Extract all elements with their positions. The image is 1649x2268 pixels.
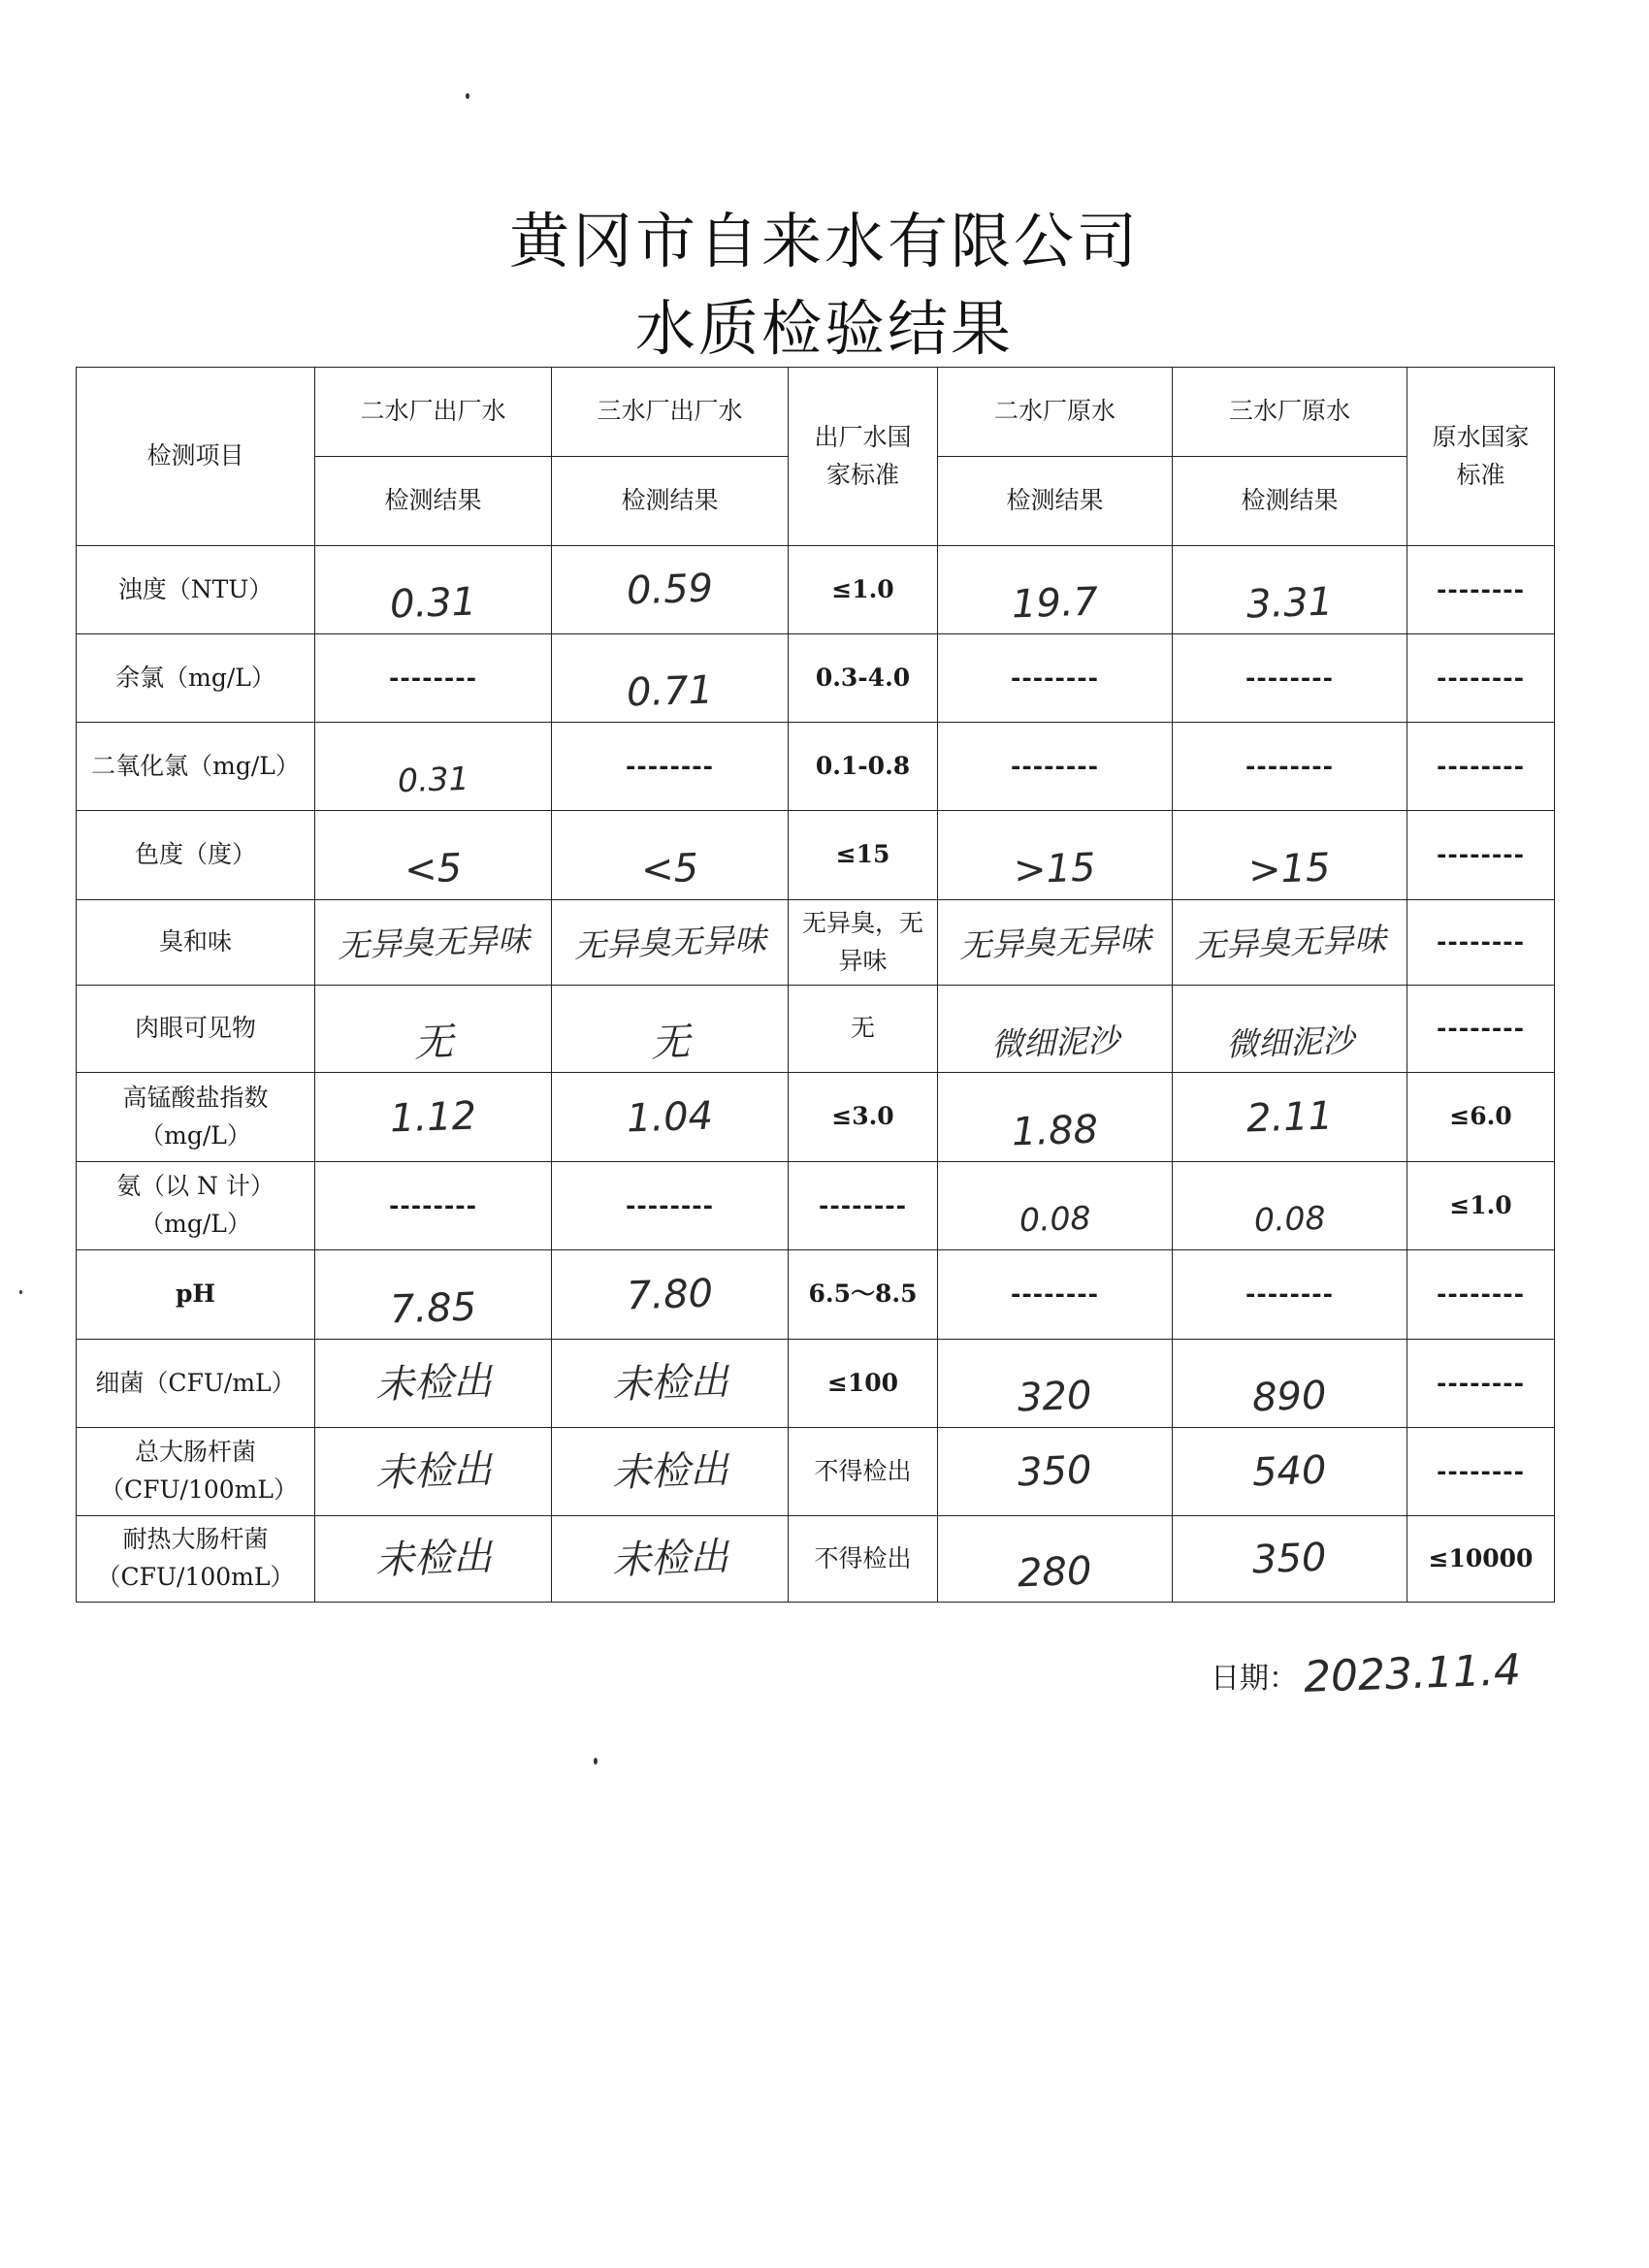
handwritten-value: 1.12 [389, 1092, 477, 1142]
column-header: 三水厂出厂水 [552, 368, 789, 457]
result-cell [552, 634, 789, 723]
standard-cell: -------- [1407, 811, 1555, 900]
result-cell: -------- [315, 1162, 552, 1250]
item-label [77, 1073, 315, 1162]
result-sub-header: 检测结果 [938, 457, 1173, 546]
result-cell [938, 1516, 1173, 1603]
item-label-text: 总大肠杆菌（CFU/100mL） [100, 1438, 298, 1504]
standard-text: 无异臭，无异味 [802, 908, 924, 975]
result-cell [552, 1250, 789, 1340]
table-row [77, 1250, 1555, 1340]
result-cell [938, 546, 1173, 634]
column-header: 三水厂原水 [1173, 368, 1407, 457]
standard-cell: ≤100 [789, 1340, 938, 1428]
handwritten-value: 320 [1017, 1373, 1093, 1421]
handwritten-value: 微细泥沙 [1224, 1021, 1355, 1064]
table-row [77, 1340, 1555, 1428]
result-cell [552, 1340, 789, 1428]
handwritten-value: 未检出 [373, 1446, 493, 1497]
result-cell [938, 1428, 1173, 1516]
result-cell [315, 1340, 552, 1428]
column-header [1407, 368, 1555, 546]
standard-cell: ≤3.0 [789, 1073, 938, 1162]
handwritten-value: 3.31 [1245, 579, 1334, 628]
result-cell: -------- [552, 723, 789, 811]
column-header: 二水厂原水 [938, 368, 1173, 457]
column-header [789, 368, 938, 546]
handwritten-value: 无异臭无异味 [957, 920, 1152, 965]
result-cell: -------- [1173, 634, 1407, 723]
result-cell [552, 1073, 789, 1162]
item-label [77, 1162, 315, 1250]
result-cell: -------- [1173, 1250, 1407, 1340]
standard-cell: -------- [1407, 1250, 1555, 1340]
handwritten-value: >15 [1013, 845, 1097, 892]
result-cell [552, 1428, 789, 1516]
table-header-row [77, 368, 1555, 457]
table-row [77, 723, 1555, 811]
standard-cell: 不得检出 [789, 1516, 938, 1603]
table-row [77, 1428, 1555, 1516]
result-cell [1173, 1162, 1407, 1250]
scan-speck [19, 1290, 22, 1294]
report-date [1211, 1645, 1522, 1702]
handwritten-value: 0.71 [626, 667, 714, 716]
result-cell [552, 546, 789, 634]
result-sub-header: 检测结果 [552, 457, 789, 546]
handwritten-value: 0.31 [389, 579, 477, 628]
item-label-text: 耐热大肠杆菌（CFU/100mL） [96, 1525, 295, 1591]
result-cell [315, 900, 552, 986]
handwritten-value: 540 [1251, 1447, 1328, 1496]
result-cell [1173, 1073, 1407, 1162]
handwritten-value: 无异臭无异味 [336, 920, 531, 965]
handwritten-value: 无 [649, 1019, 691, 1066]
item-label: 色度（度） [77, 811, 315, 900]
item-label [77, 1516, 315, 1603]
table-row [77, 634, 1555, 723]
handwritten-value: 无 [412, 1019, 454, 1066]
result-cell [552, 900, 789, 986]
handwritten-value: 未检出 [373, 1534, 493, 1584]
table-row [77, 986, 1555, 1073]
result-cell: -------- [938, 723, 1173, 811]
handwritten-value: 0.08 [1018, 1199, 1091, 1240]
item-label: pH [77, 1250, 315, 1340]
handwritten-value: 890 [1251, 1373, 1328, 1421]
result-cell [1173, 900, 1407, 986]
result-sub-header: 检测结果 [1173, 457, 1407, 546]
item-label: 臭和味 [77, 900, 315, 986]
result-cell [1173, 986, 1407, 1073]
handwritten-value: 未检出 [610, 1446, 729, 1497]
standard-cell: -------- [1407, 900, 1555, 986]
item-label: 肉眼可见物 [77, 986, 315, 1073]
handwritten-value: 1.88 [1011, 1106, 1099, 1155]
handwritten-value: 未检出 [610, 1358, 729, 1409]
result-cell [938, 1073, 1173, 1162]
item-label: 细菌（CFU/mL） [77, 1340, 315, 1428]
table-row [77, 811, 1555, 900]
result-cell [938, 811, 1173, 900]
standard-cell: 0.3-4.0 [789, 634, 938, 723]
result-cell [552, 986, 789, 1073]
standard-cell: -------- [1407, 546, 1555, 634]
result-cell [315, 1073, 552, 1162]
result-cell [315, 1428, 552, 1516]
standard-cell: ≤15 [789, 811, 938, 900]
result-cell [938, 986, 1173, 1073]
handwritten-value: 350 [1017, 1447, 1093, 1496]
handwritten-value: 7.80 [626, 1270, 714, 1319]
handwritten-value: 无异臭无异味 [572, 920, 767, 965]
result-cell: -------- [1173, 723, 1407, 811]
standard-cell [789, 900, 938, 986]
result-cell [938, 1340, 1173, 1428]
handwritten-value: >15 [1247, 845, 1332, 892]
result-cell [315, 1250, 552, 1340]
date-label: 日期： [1211, 1662, 1298, 1696]
result-cell [938, 900, 1173, 986]
result-cell [315, 811, 552, 900]
table-row [77, 1073, 1555, 1162]
result-cell [1173, 811, 1407, 900]
result-cell [1173, 1428, 1407, 1516]
column-header: 二水厂出厂水 [315, 368, 552, 457]
result-cell [938, 1162, 1173, 1250]
result-cell [315, 723, 552, 811]
column-header-text: 出厂水国家标准 [814, 422, 912, 489]
handwritten-value: 无异臭无异味 [1192, 920, 1387, 965]
standard-cell: ≤10000 [1407, 1516, 1555, 1603]
scan-speck [466, 93, 469, 99]
standard-cell: -------- [1407, 1340, 1555, 1428]
handwritten-value: 280 [1017, 1548, 1093, 1597]
handwritten-value: 未检出 [610, 1534, 729, 1584]
scan-speck [594, 1758, 598, 1765]
handwritten-value: 7.85 [389, 1283, 477, 1333]
handwritten-value: 0.08 [1253, 1199, 1326, 1240]
handwritten-value: 19.7 [1011, 579, 1099, 628]
standard-cell: -------- [1407, 723, 1555, 811]
result-cell [552, 811, 789, 900]
handwritten-value: 0.59 [626, 566, 714, 614]
handwritten-value: 0.31 [397, 760, 469, 800]
result-cell: -------- [552, 1162, 789, 1250]
item-label [77, 1428, 315, 1516]
result-cell: -------- [938, 1250, 1173, 1340]
result-cell [315, 546, 552, 634]
item-header: 检测项目 [77, 368, 315, 546]
column-header-text: 原水国家标准 [1432, 422, 1530, 489]
result-cell [1173, 1340, 1407, 1428]
item-label: 余氯（mg/L） [77, 634, 315, 723]
handwritten-value: 1.04 [626, 1092, 714, 1142]
item-label: 浊度（NTU） [77, 546, 315, 634]
item-label-text: 高锰酸盐指数（mg/L） [122, 1083, 269, 1150]
result-cell: -------- [315, 634, 552, 723]
document-title: 水质检验结果 [634, 293, 1014, 364]
handwritten-value: 2.11 [1245, 1092, 1334, 1142]
standard-cell: ≤1.0 [1407, 1162, 1555, 1250]
standard-cell: ≤6.0 [1407, 1073, 1555, 1162]
result-cell [552, 1516, 789, 1603]
result-cell [1173, 546, 1407, 634]
water-quality-table [76, 367, 1555, 1603]
result-cell [315, 1516, 552, 1603]
standard-cell: 6.5～8.5 [789, 1250, 938, 1340]
standard-cell: -------- [1407, 1428, 1555, 1516]
standard-cell: 不得检出 [789, 1428, 938, 1516]
date-value: 2023.11.4 [1303, 1645, 1522, 1702]
company-name: 黄冈市自来水有限公司 [508, 206, 1140, 276]
result-cell: -------- [938, 634, 1173, 723]
handwritten-value: 350 [1251, 1535, 1328, 1583]
table-row [77, 1162, 1555, 1250]
handwritten-value: 微细泥沙 [989, 1021, 1120, 1064]
handwritten-value: 未检出 [373, 1358, 493, 1409]
standard-cell: 0.1-0.8 [789, 723, 938, 811]
table-row [77, 1516, 1555, 1603]
result-cell [1173, 1516, 1407, 1603]
standard-cell: -------- [1407, 634, 1555, 723]
handwritten-value: <5 [640, 845, 699, 892]
item-label: 二氧化氯（mg/L） [77, 723, 315, 811]
standard-cell: ≤1.0 [789, 546, 938, 634]
standard-cell: -------- [789, 1162, 938, 1250]
standard-cell: 无 [789, 986, 938, 1073]
result-sub-header: 检测结果 [315, 457, 552, 546]
table-row [77, 900, 1555, 986]
handwritten-value: <5 [404, 845, 463, 892]
result-cell [315, 986, 552, 1073]
item-label-text: 氨（以 N 计）（mg/L） [116, 1172, 275, 1238]
table-row [77, 546, 1555, 634]
standard-cell: -------- [1407, 986, 1555, 1073]
